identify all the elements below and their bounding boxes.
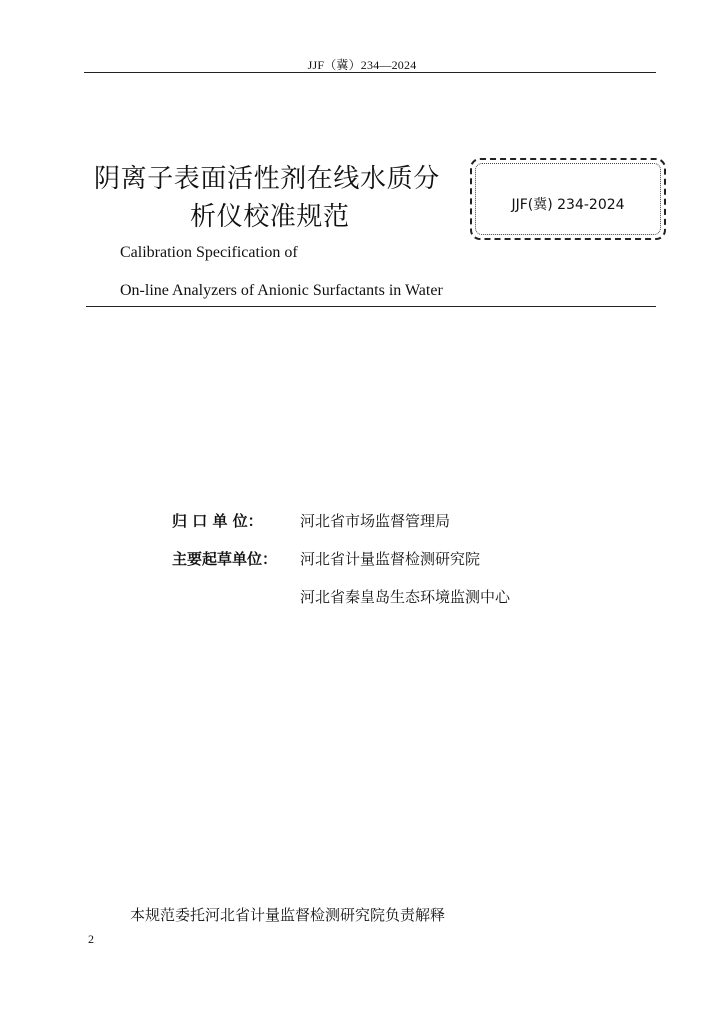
responsible-unit-label: 归 口 单 位： [172, 512, 263, 530]
drafting-units-label: 主要起草单位： [172, 550, 278, 568]
title-rule [86, 306, 656, 307]
drafting-unit-1: 河北省计量监督检测研究院 [300, 550, 481, 568]
responsible-unit-value: 河北省市场监督管理局 [300, 512, 451, 530]
interpretation-note: 本规范委托河北省计量监督检测研究院负责解释 [130, 906, 446, 924]
chinese-title-line-1: 阴离子表面活性剂在线水质分 [94, 164, 440, 194]
chinese-title [94, 160, 454, 236]
english-title-line-2: On-line Analyzers of Anionic Surfactants in Water [120, 282, 443, 299]
page-number: 2 [88, 932, 94, 946]
header-rule [84, 72, 656, 73]
specification-code: JJF(冀) 234-2024 [511, 197, 625, 213]
chinese-title-line-2: 析仪校准规范 [190, 202, 350, 232]
english-title-line-1: Calibration Specification of [120, 244, 298, 261]
running-header-code: JJF（冀）234—2024 [307, 58, 417, 72]
specification-code-box [470, 158, 666, 240]
drafting-unit-2: 河北省秦皇岛生态环境监测中心 [300, 588, 511, 606]
